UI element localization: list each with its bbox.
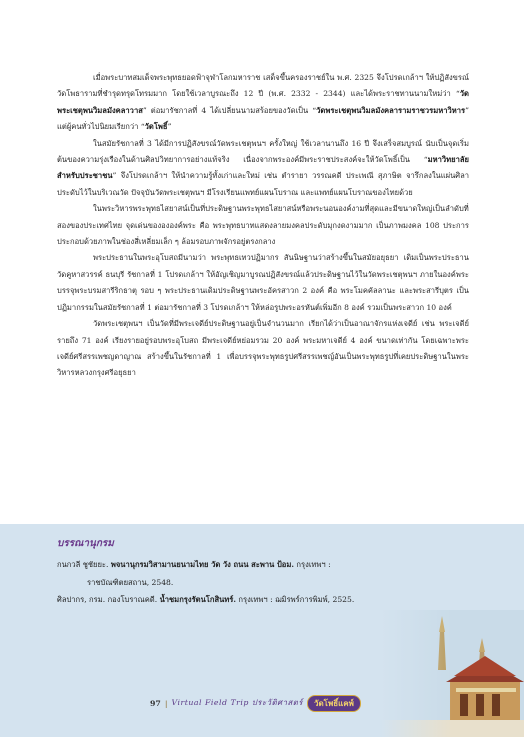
entry-publisher: กรุงเทพฯ : <box>294 560 331 569</box>
entry-author: ศิลปากร, กรม. กองโบราณคดี. <box>57 595 160 604</box>
p1-text-e: ” <box>167 122 172 132</box>
p1-text-c: ” ต่อมารัชกาลที่ 4 ได้เปลี่ยนนามสร้อยของวัดเป็น “ <box>142 105 317 115</box>
footer-separator: | <box>164 698 168 708</box>
temple-name-3: วัดโพธิ์ <box>144 122 168 132</box>
p2-text-a: ในสมัยรัชกาลที่ 3 ได้มีการปฏิสังขรณ์วัดพระเชตุพนฯ ครั้งใหญ่ ใช้เวลานานถึง 16 ปี จึงเสร็จสมบูรณ์ นับเป็นจุดเริ่มต้นของความรุ่งเรืองในด้านศิลปวิทยาการอย่างแท้จริง เนื่องจากพระองค์มีพระราชประสงค์จะให้วัดโพธิ์เป็น “ <box>57 138 469 165</box>
wat-pho-logo: วัดโพธิ์แคพ์ <box>307 695 361 712</box>
paragraph-1 <box>57 70 469 136</box>
page-footer <box>150 696 361 710</box>
page-number: 97 <box>150 698 161 708</box>
paragraph-3: ในพระวิหารพระพุทธไสยาสน์เป็นที่ประดิษฐานพระพุทธไสยาสน์หรือพระนอนองค์งามที่สุดและมีขนาดใหญ่เป็นลำดับที่สองของประเทศไทย จุดเด่นของององค์พระ คือ พระพุทธบาทแสดงลายมงคลประดับมุกงดงามมาก เป็นภาพมงคล 108 ประการ ประกอบด้วยภาพในช่องสี่เหลี่ยมเล็ก ๆ ล้อมรอบภาพจักรอยู่ตรงกลาง <box>57 204 469 247</box>
p2-text-c: ” จึงโปรดเกล้าฯ ให้นำความรู้ทั้งเก่าและใหม่ เช่น ตำรายา วรรณคดี ประเพณี สุภาษิต จารึกลงในแผ่นศิลาประดับไว้ในบริเวณวัด ปัจจุบันวัดพระเชตุพนฯ มีโรงเรียนแพทย์แผนโบราณ และแพทย์แผนโบราณของไทยด้วย <box>57 171 469 197</box>
entry-author: กนกวลี ชูชัยยะ. <box>57 560 111 569</box>
p1-text-d: ” แต่ผู้คนทั่วไปนิยมเรียกว่า “ <box>57 105 469 132</box>
p1-text-a: เมื่อพระบาทสมเด็จพระพุทธยอดฟ้าจุฬาโลกมหาราช เสด็จขึ้นครองราชย์ใน พ.ศ. 2325 จึงโปรดเกล้าฯ ให้ปฏิสังขรณ์วัดโพธารามที่ชำรุดทรุดโทรมมาก โดยใช้เวลาบูรณะถึง 12 ปี (พ.ศ. 2332 - 2344) และได้พระราชทานนามใหม่ว่า “ <box>57 73 469 99</box>
temple-name-2: วัดพระเชตุพนวิมลมังคลารามราชวรมหาวิหาร <box>316 105 466 115</box>
temple-name-1: วัดพระเชตุพนวิมลมังคลาวาส <box>57 89 469 115</box>
body-text <box>57 70 469 382</box>
paragraph-5: วัดพระเชตุพนฯ เป็นวัดที่มีพระเจดีย์ประดิษฐานอยู่เป็นจำนวนมาก เรียกได้ว่าเป็นอาณาจักรแห่งเจดีย์ เช่น พระเจดีย์รายถึง 71 องค์ เรียงรายอยู่รอบพระอุโบสถ มีพระเจดีย์หย่อมรวม 20 องค์ พระมหาเจดีย์ 4 องค์ ขนาดเท่ากัน โดยเฉพาะพระเจดีย์ศรีสรรเพชญดาญาณ สร้างขึ้นในรัชกาลที่ 1 เพื่อบรรจุพระพุทธรูปศรีสรรเพชญ์อันเป็นพระพุทธรูปที่เคยประดิษฐานในพระวิหารหลวงกรุงศรีอยุธยา <box>57 319 469 378</box>
temple-illustration <box>380 610 524 737</box>
bibliography-entry <box>57 591 473 609</box>
bibliography-heading: บรรณานุกรม <box>57 538 114 549</box>
university-name: มหาวิทยาลัยสำหรับประชาชน <box>57 155 469 181</box>
series-title: Virtual Field Trip ประวัติศาสตร์ <box>171 698 303 707</box>
entry-continuation: ราชบัณฑิตยสถาน, 2548. <box>87 577 174 587</box>
entry-title: น้ำชมกรุงรัตนโกสินทร์. <box>159 595 237 604</box>
bibliography-entry <box>57 556 473 591</box>
paragraph-4: พระประธานในพระอุโบสถมีนามว่า พระพุทธเทวปฏิมากร สันนิษฐานว่าสร้างขึ้นในสมัยอยุธยา เดิมเป็นพระประธานวัดคูหาสวรรค์ ธนบุรี รัชกาลที่ 1 โปรดเกล้าฯ ให้อัญเชิญมาบูรณปฏิสังขรณ์แล้วประดิษฐานไว้ในวัดพระเชตุพนฯ ภายในองค์พระบรรจุพระบรมสารีริกธาตุ รอบ ๆ พระประธานเดิมประดิษฐานพระอัครสาวก 2 องค์ คือ พระโมคคัลลานะ และพระสารีบุตร เป็นปฏิมากรรมในสมัยรัชกาลที่ 1 ต่อมารัชกาลที่ 3 โปรดเกล้าฯ ให้หล่อรูปพระอรหันต์เพิ่มอีก 8 องค์ รวมเป็นพระสาวก 10 องค์ <box>57 253 469 312</box>
entry-publisher: กรุงเทพฯ : ฌมิรพร์การพิมพ์, 2525. <box>236 595 355 604</box>
paragraph-2 <box>57 136 469 202</box>
bibliography-list <box>57 556 473 609</box>
entry-title: พจนานุกรมวิสามานยนามไทย วัด วัง ถนน สะพาน ป้อม. <box>110 560 295 569</box>
